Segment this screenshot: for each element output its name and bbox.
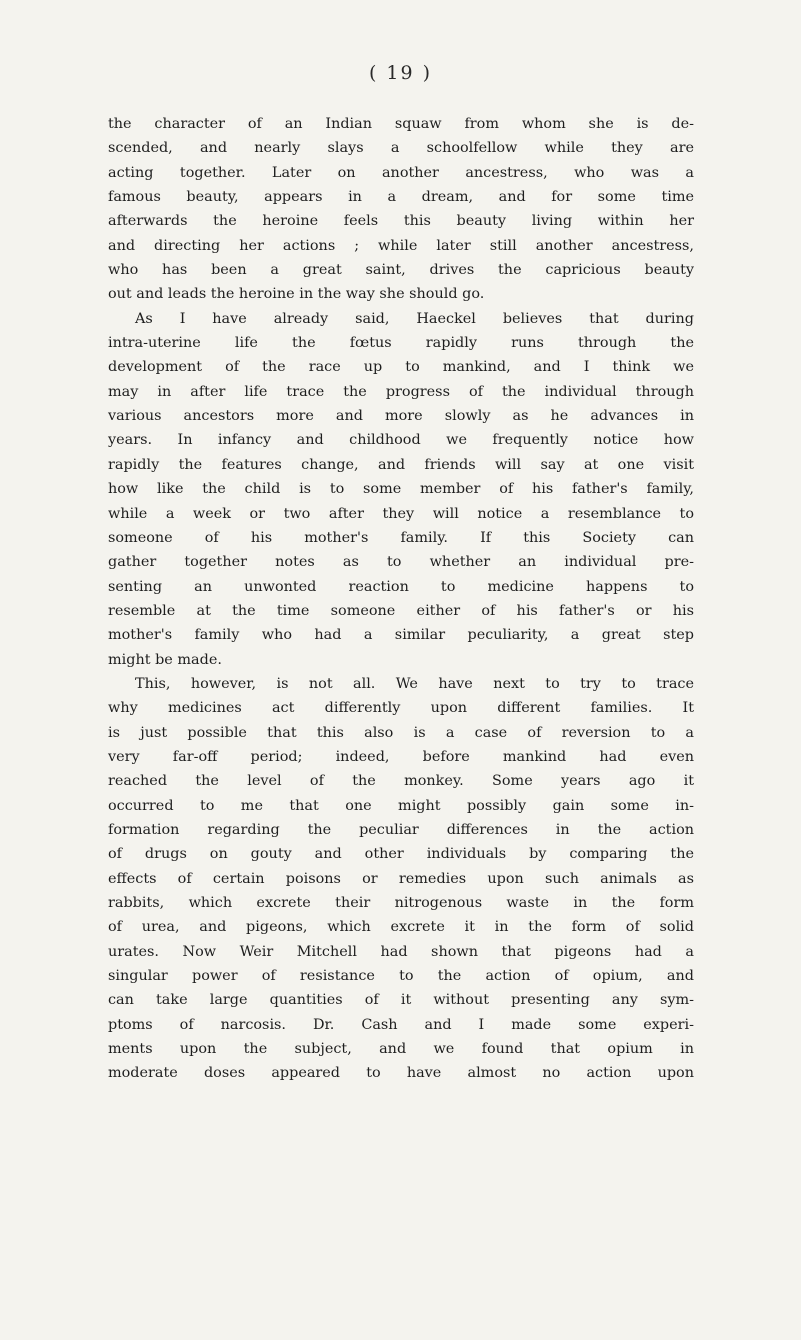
text-line: while a week or two after they will notice a resemblance to (108, 505, 694, 522)
text-line: rabbits, which excrete their nitrogenous waste in the form (108, 895, 694, 911)
text-line: occurred to me that one might possibly gain some in- (108, 797, 694, 814)
text-line: out and leads the heroine in the way she should go. (108, 286, 485, 303)
text-line: intra-uterine life the fœtus rapidly runs through the (108, 335, 694, 352)
text-line: might be made. (108, 651, 222, 668)
paragraph-1 (108, 112, 694, 307)
text-line: why medicines act differently upon different families. It (108, 700, 694, 717)
text-line: As I have already said, Haeckel believes that during (135, 310, 694, 327)
body-text (108, 112, 694, 1086)
text-line: resemble at the time someone either of his father's or his (108, 602, 694, 619)
text-line: ments upon the subject, and we found that opium in (108, 1041, 694, 1058)
text-line: how like the child is to some member of his father's family, (108, 481, 694, 498)
text-line: acting together. Later on another ancestress, who was a (108, 164, 694, 181)
text-line: can take large quantities of it without presenting any sym- (108, 992, 694, 1009)
text-line: who has been a great saint, drives the capricious beauty (108, 262, 694, 279)
text-line: afterwards the heroine feels this beauty living within her (108, 213, 694, 230)
text-line: very far-off period; indeed, before mankind had even (108, 748, 694, 765)
text-line: senting an unwonted reaction to medicine happens to (108, 578, 694, 595)
text-line: reached the level of the monkey. Some years ago it (108, 773, 694, 790)
page-number: ( 19 ) (368, 62, 433, 84)
paragraph-2 (108, 307, 694, 672)
text-line: singular power of resistance to the action of opium, and (108, 968, 694, 985)
text-line: ptoms of narcosis. Dr. Cash and I made some experi- (108, 1016, 694, 1033)
text-line: moderate doses appeared to have almost no action upon (108, 1065, 694, 1082)
text-line: of urea, and pigeons, which excrete it in the form of solid (108, 919, 694, 936)
text-line: of drugs on gouty and other individuals by comparing the (108, 846, 694, 863)
text-line: mother's family who had a similar peculiarity, a great step (108, 627, 694, 644)
text-line: years. In infancy and childhood we frequently notice how (108, 432, 694, 449)
text-line: effects of certain poisons or remedies upon such animals as (108, 870, 694, 887)
text-line: rapidly the features change, and friends will say at one visit (108, 456, 694, 473)
text-line: urates. Now Weir Mitchell had shown that pigeons had a (108, 943, 694, 960)
text-line: scended, and nearly slays a schoolfellow while they are (108, 140, 694, 157)
text-line: may in after life trace the progress of the individual through (108, 383, 694, 400)
text-line: and directing her actions ; while later still another ancestress, (108, 237, 694, 254)
paragraph-3 (108, 672, 694, 1086)
text-line: This, however, is not all. We have next to try to trace (135, 675, 694, 692)
text-line: famous beauty, appears in a dream, and for some time (108, 189, 694, 206)
text-line: gather together notes as to whether an individual pre- (108, 554, 694, 571)
text-line: formation regarding the peculiar differences in the action (108, 821, 694, 838)
text-line: is just possible that this also is a case of reversion to a (108, 724, 694, 741)
text-line: someone of his mother's family. If this Society can (108, 529, 694, 546)
text-line: development of the race up to mankind, and I think we (108, 359, 694, 376)
text-line: the character of an Indian squaw from whom she is de- (108, 116, 694, 132)
text-line: various ancestors more and more slowly as he advances in (108, 408, 694, 425)
